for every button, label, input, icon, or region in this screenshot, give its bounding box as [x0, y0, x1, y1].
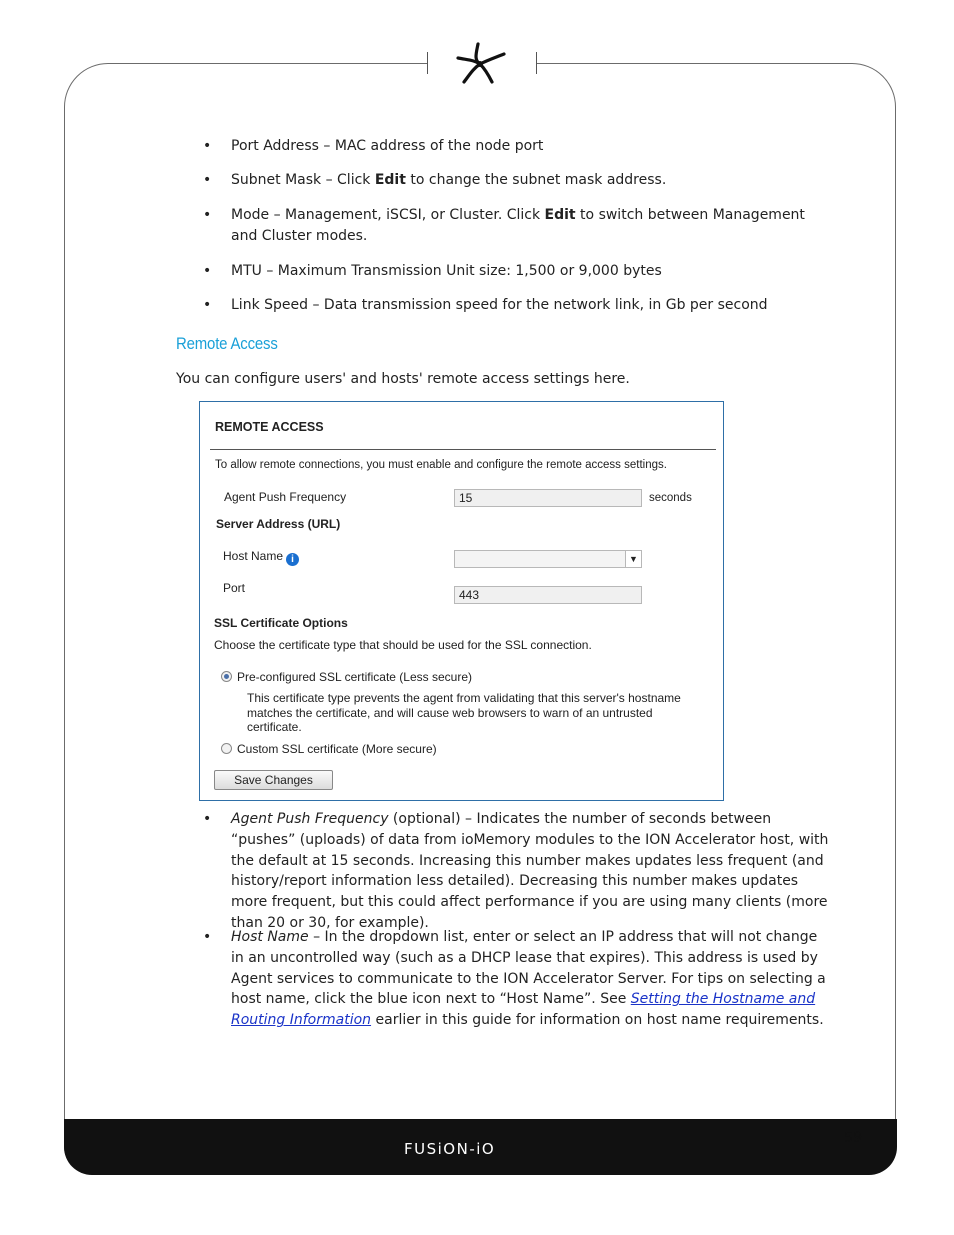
bullet-mode — [231, 205, 831, 247]
ssl-option-2-label[interactable]: Custom SSL certificate (More secure) — [237, 742, 437, 756]
bullet-link-speed — [231, 295, 831, 316]
frame-tick-left — [427, 52, 428, 74]
bullet-text-post: to change the subnet mask address. — [405, 172, 667, 188]
bullet-text-bold: Edit — [374, 172, 406, 188]
ssl-heading: SSL Certificate Options — [214, 616, 348, 630]
bullet-host-name — [231, 927, 831, 1031]
ssl-option-2-radio[interactable] — [221, 743, 232, 754]
bullet-text-post: to switch between Management and Cluster modes. — [231, 207, 805, 244]
agent-push-input[interactable]: 15 — [454, 489, 642, 507]
bullet-text-bold: Edit — [544, 207, 576, 223]
bullet-subnet-mask — [231, 170, 831, 191]
bullet-text: MTU – Maximum Transmission Unit size: 1,500 or 9,000 bytes — [231, 263, 662, 279]
agent-push-label: Agent Push Frequency — [224, 490, 347, 504]
port-input[interactable]: 443 — [454, 586, 642, 604]
bullet-agent-push-frequency — [231, 809, 831, 934]
footer-brand-text: FUSiON-iO — [404, 1140, 496, 1158]
host-name-label — [223, 549, 299, 566]
panel-title: REMOTE ACCESS — [215, 420, 324, 434]
bullet-port-address — [231, 136, 831, 157]
port-label: Port — [223, 581, 246, 595]
intro-text: You can configure users' and hosts' remote access settings here. — [176, 371, 630, 387]
ssl-option-1-note: This certificate type prevents the agent from validating that this server's hostname matches the certificate, and will cause web browsers to warn of an untrusted certificate. — [247, 691, 681, 734]
panel-divider — [210, 449, 716, 450]
section-title: Remote Access — [176, 334, 278, 353]
star-logo-icon — [452, 38, 508, 88]
panel-description: To allow remote connections, you must enable and configure the remote access settings. — [215, 459, 667, 471]
bullet-mtu — [231, 261, 831, 282]
bullet-text-pre: Mode – Management, iSCSI, or Cluster. Click — [231, 207, 545, 223]
remote-access-panel — [199, 401, 724, 801]
bullet-text-tail: earlier in this guide for information on host name requirements. — [371, 1012, 824, 1029]
ssl-option-1-radio[interactable] — [221, 671, 232, 682]
server-address-heading: Server Address (URL) — [216, 517, 341, 531]
page-number: 59 — [844, 1130, 862, 1146]
bullet-text: – In the dropdown list, enter or select an IP address that will not change in an uncontrolled way (such as a DHCP lease that expires). This address is used by Agent services to communicate to the ION Accelerator Server. For tips on selecting a host name, click the blue icon next to “Host Name”. See — [231, 929, 826, 1008]
host-name-label-text: Host Name — [223, 549, 284, 563]
agent-push-unit: seconds — [649, 492, 692, 504]
bullet-term: Agent Push Frequency — [231, 811, 389, 827]
host-name-dropdown[interactable] — [454, 550, 642, 568]
bullet-text: Link Speed – Data transmission speed for the network link, in Gb per second — [231, 297, 768, 313]
bullet-text: (optional) – Indicates the number of seconds between “pushes” (uploads) of data from ioMemory modules to the ION Accelerator host, with the default at 15 seconds. Increasing this number makes updates less frequent (and history/report information less detailed). Decreasing this number makes updates more frequent, but this could affect performance if you are using many clients (more than 20 or 30, for example). — [231, 811, 829, 931]
save-changes-button[interactable]: Save Changes — [214, 770, 333, 790]
info-icon[interactable]: i — [286, 553, 299, 566]
fusion-io-logo — [404, 1139, 556, 1159]
bullet-text-pre: Subnet Mask – Click — [231, 172, 375, 188]
ssl-option-1-label[interactable]: Pre-configured SSL certificate (Less secure) — [237, 670, 472, 684]
ssl-description: Choose the certificate type that should be used for the SSL connection. — [214, 638, 592, 652]
hostname-routing-link[interactable]: Setting the Hostname and Routing Information — [231, 991, 816, 1029]
bullet-text: Port Address – MAC address of the node port — [231, 138, 544, 154]
frame-tick-right — [536, 52, 537, 74]
chevron-down-icon[interactable]: ▼ — [625, 551, 641, 567]
bullet-term: Host Name — [231, 929, 309, 945]
